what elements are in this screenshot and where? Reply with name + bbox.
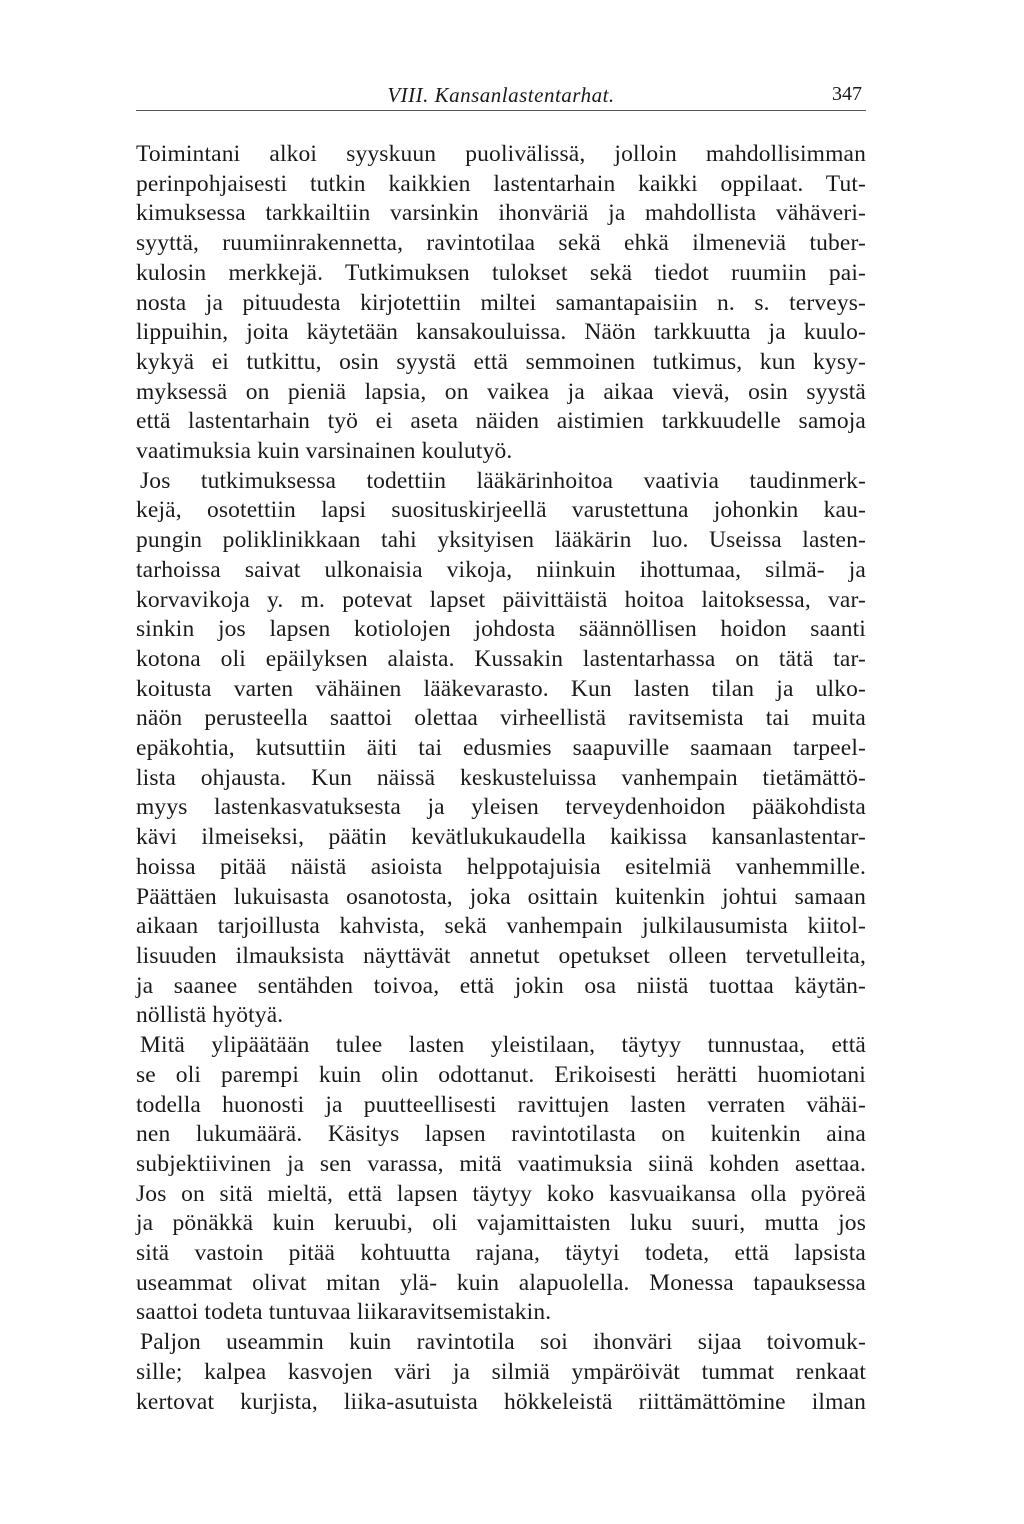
text-line: Mitä ylipäätään tulee lasten yleistilaan, täytyy tunnustaa, että <box>140 1032 866 1059</box>
body-text <box>136 140 866 1417</box>
text-line: sille; kalpea kasvojen väri ja silmiä ympäröivät tummat renkaat <box>136 1358 866 1385</box>
text-line: sinkin jos lapsen kotiolojen johdosta säännöllisen hoidon saanti <box>136 616 866 643</box>
paragraph <box>136 1031 866 1328</box>
paragraph <box>136 140 866 467</box>
text-line: syyttä, ruumiinrakennetta, ravintotilaa sekä ehkä ilmeneviä tuber- <box>136 230 866 257</box>
text-line: kimuksessa tarkkailtiin varsinkin ihonväriä ja mahdollista vähäveri- <box>136 200 866 227</box>
text-line: koitusta varten vähäinen lääkevarasto. Kun lasten tilan ja ulko- <box>136 675 866 702</box>
section-title: VIII. Kansanlastentarhat. <box>387 83 615 107</box>
text-line: lisuuden ilmauksista näyttävät annetut opetukset olleen tervetulleita, <box>136 942 866 969</box>
text-line: kykyä ei tutkittu, osin syystä että semmoinen tutkimus, kun kysy- <box>136 348 866 375</box>
text-line: Jos tutkimuksessa todettiin lääkärinhoitoa vaativia taudinmerk- <box>140 467 866 494</box>
text-line: pungin poliklinikkaan tahi yksityisen lääkärin luo. Useissa lasten- <box>136 527 866 554</box>
text-line: ja pönäkkä kuin keruubi, oli vajamittaisten luku suuri, mutta jos <box>136 1210 866 1237</box>
text-line: nosta ja pituudesta kirjotettiin miltei samantapaisiin n. s. terveys- <box>136 289 866 316</box>
text-line: kulosin merkkejä. Tutkimuksen tulokset sekä tiedot ruumiin pai- <box>136 259 866 286</box>
text-line: ja saanee sentähden toivoa, että jokin osa niistä tuottaa käytän- <box>136 972 866 999</box>
text-line: nen lukumäärä. Käsitys lapsen ravintotilasta on kuitenkin aina <box>136 1121 866 1148</box>
text-line: subjektiivinen ja sen varassa, mitä vaatimuksia siinä kohden asettaa. <box>136 1150 866 1177</box>
text-line: perinpohjaisesti tutkin kaikkien lastentarhain kaikki oppilaat. Tut- <box>136 170 866 197</box>
text-line: lista ohjausta. Kun näissä keskusteluissa vanhempain tietämättö- <box>136 764 866 791</box>
text-line: että lastentarhain työ ei aseta näiden aistimien tarkkuudelle samoja <box>136 408 866 435</box>
text-line: sitä vastoin pitää kohtuutta rajana, täytyi todeta, että lapsista <box>136 1240 866 1267</box>
text-line: hoissa pitää näistä asioista helppotajuisia esitelmiä vanhemmille. <box>136 853 866 880</box>
text-line: myys lastenkasvatuksesta ja yleisen terveydenhoidon pääkohdista <box>136 794 866 821</box>
text-line: Päättäen lukuisasta osanotosta, joka osittain kuitenkin johtui samaan <box>136 883 866 910</box>
text-line: lippuihin, joita käytetään kansakouluissa. Näön tarkkuutta ja kuulo- <box>136 319 866 346</box>
text-line: todella huonosti ja puutteellisesti ravittujen lasten verraten vähäi- <box>136 1091 866 1118</box>
text-line: näön perusteella saattoi olettaa virheellistä ravitsemista tai muita <box>136 705 866 732</box>
text-line: se oli parempi kuin olin odottanut. Erikoisesti herätti huomiotani <box>136 1061 866 1088</box>
text-line: myksessä on pieniä lapsia, on vaikea ja aikaa vievä, osin syystä <box>136 378 866 405</box>
text-line: Jos on sitä mieltä, että lapsen täytyy koko kasvuaikansa olla pyöreä <box>136 1180 866 1207</box>
text-line: kertovat kurjista, liika-asutuista hökkeleistä riittämättömine ilman <box>136 1388 866 1415</box>
text-line: Toimintani alkoi syyskuun puolivälissä, jolloin mahdollisimman <box>136 141 866 167</box>
paragraph <box>136 467 866 1031</box>
text-line: korvavikoja y. m. potevat lapset päivittäistä hoitoa laitoksessa, var- <box>136 586 866 613</box>
text-line: kejä, osotettiin lapsi suosituskirjeellä varustettuna johonkin kau- <box>136 497 866 524</box>
text-line: vaatimuksia kuin varsinainen koulutyö. <box>136 438 513 465</box>
text-line: useammat olivat mitan ylä- kuin alapuolella. Monessa tapauksessa <box>136 1269 866 1296</box>
text-line: saattoi todeta tuntuvaa liikaravitsemistakin. <box>136 1299 552 1326</box>
text-line: aikaan tarjoillusta kahvista, sekä vanhempain julkilausumista kiitol- <box>136 913 866 940</box>
text-line: kävi ilmeiseksi, päätin kevätlukukaudella kaikissa kansanlastentar- <box>136 824 866 851</box>
text-line: epäkohtia, kutsuttiin äiti tai edusmies saapuville saamaan tarpeel- <box>136 735 866 762</box>
text-line: nöllistä hyötyä. <box>136 1002 284 1029</box>
running-header <box>136 80 866 111</box>
page-number: 347 <box>832 83 862 105</box>
text-line: Paljon useammin kuin ravintotila soi ihonväri sijaa toivomuk- <box>140 1329 866 1356</box>
text-line: kotona oli epäilyksen alaista. Kussakin lastentarhassa on tätä tar- <box>136 645 866 672</box>
paragraph <box>136 1328 866 1417</box>
text-line: tarhoissa saivat ulkonaisia vikoja, niinkuin ihottumaa, silmä- ja <box>136 556 866 583</box>
